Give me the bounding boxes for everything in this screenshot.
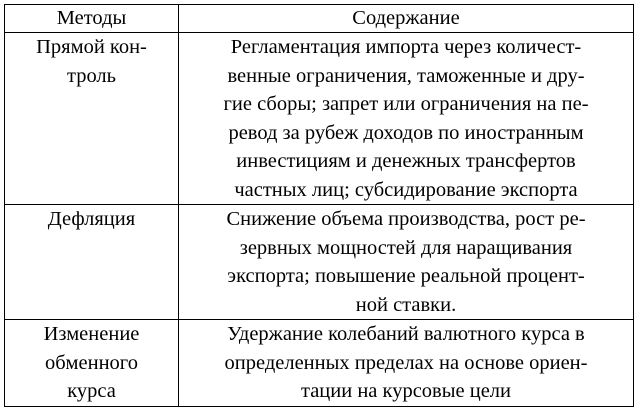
content-cell <box>179 320 634 407</box>
method-text-line: курса <box>67 380 116 402</box>
content-text-line: Снижение объема производства, рост ре- <box>226 208 586 230</box>
method-cell <box>5 33 179 205</box>
method-cell <box>5 320 179 407</box>
methods-table <box>4 4 634 407</box>
table-row <box>5 320 634 407</box>
content-text-line: ной ставки. <box>355 293 457 316</box>
table-header-row <box>5 5 634 33</box>
header-methods: Методы <box>5 5 179 33</box>
method-text-line: Изменение <box>43 323 140 345</box>
method-cell <box>5 205 179 320</box>
content-text-line: определенных пределах на основе ориен- <box>224 351 588 374</box>
content-text-line: экспорта; повышение реальной процент- <box>227 265 585 287</box>
method-text-line: Прямой кон- <box>36 36 147 58</box>
method-text-line: троль <box>66 64 117 87</box>
table-row <box>5 33 634 205</box>
content-cell <box>179 205 634 320</box>
method-text-line: Дефляция <box>47 208 136 230</box>
header-content: Содержание <box>179 5 634 33</box>
content-text-line: зервных мощностей для наращивания <box>239 236 573 259</box>
content-text-line: тации на курсовые цели <box>300 380 511 402</box>
content-text-line: ревод за рубеж доходов по иностранным <box>228 121 584 144</box>
table-row <box>5 205 634 320</box>
content-cell <box>179 33 634 205</box>
content-text-line: Удержание колебаний валютного курса в <box>227 323 585 345</box>
content-text-line: Регламентация импорта через количест- <box>230 36 582 58</box>
content-text-line: инвестициям и денежных трансфертов <box>236 150 576 172</box>
method-text-line: обменного <box>45 351 138 374</box>
content-text-line: венные ограничения, таможенные и дру- <box>227 64 585 87</box>
content-text-line: гие сборы; запрет или ограничения на пе- <box>223 93 589 115</box>
content-text-line: частных лиц; субсидирование экспорта <box>234 178 578 201</box>
